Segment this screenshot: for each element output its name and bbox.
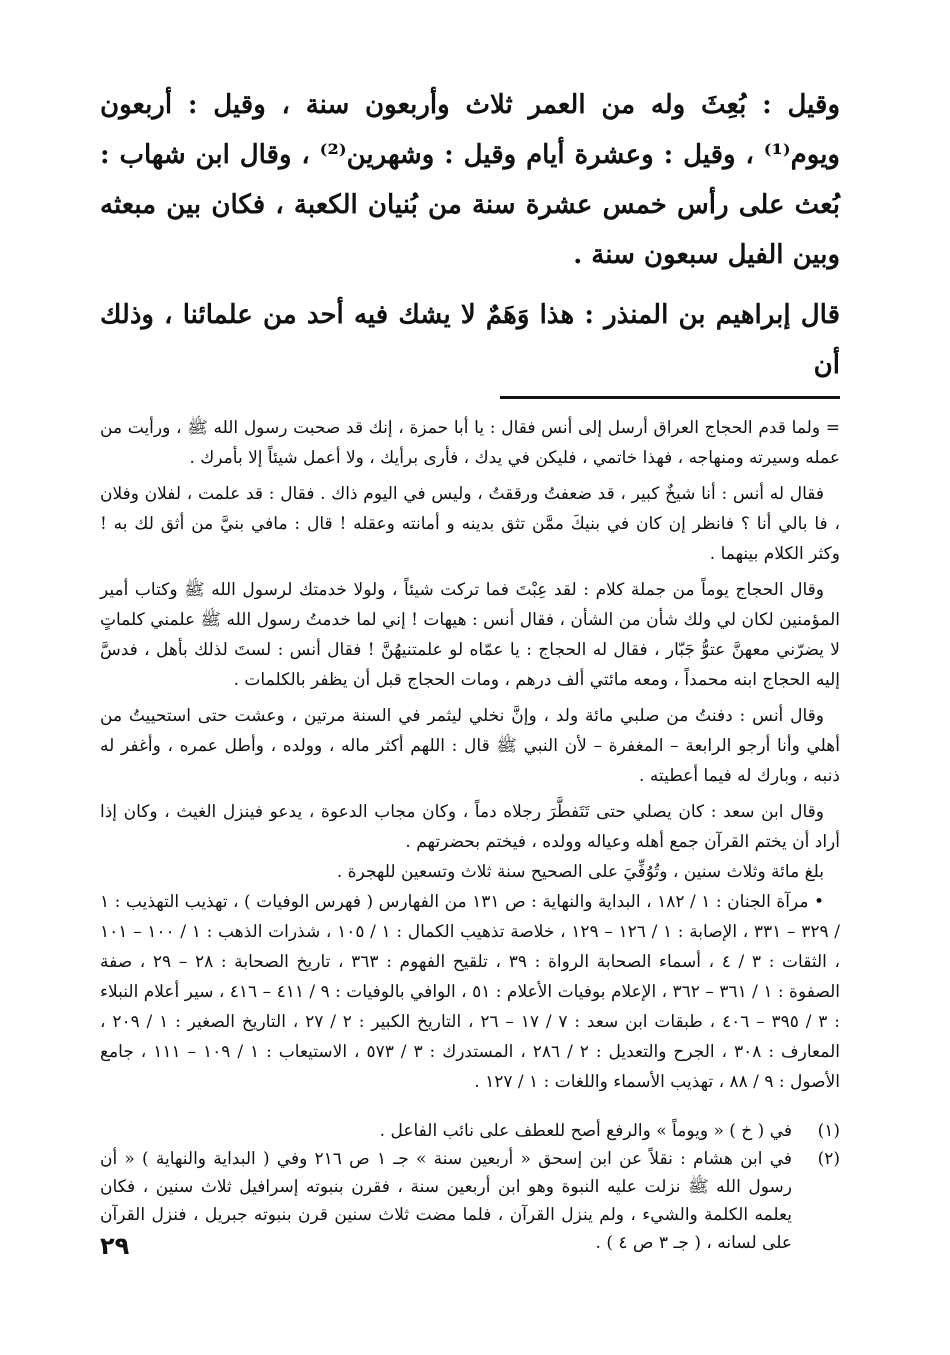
note-paragraph: بلغ مائة وثلاث سنين ، وتُوُفِّيَ على الصحيح سنة ثلاث وتسعين للهجرة . <box>336 862 824 882</box>
note-paragraph: فقال له أنس : أنا شيخٌ كبير ، قد ضعفتُ ورققتُ ، وليس في اليوم ذاك . فقال : قد علمت ، لفلان وفلان ، فا بالي أنا ؟ فانظر إن كان في بنيكَ ممَّن تثق بدينه و أمانته وعقله ! قال : مافي بنيَّ من أثق لك به ! وكثر الكلام بينهما . <box>100 484 840 564</box>
main-text <box>100 80 840 390</box>
note-paragraph: وقال أنس : دفنتُ من صلبي مائة ولد ، وإنَّ نخلي ليثمر في السنة مرتين ، وعشت حتى استحييتُ من أهلي وأنا أرجو الرابعة – المغفرة – لأن النبي ﷺ قال : اللهم أكثر ماله ، وولده ، وأطل عمره ، وأغفر له ذنبه ، وبارك له فيما أعطيته . <box>100 706 840 786</box>
footnote-text: في ابن هشام : نقلاً عن ابن إسحق « أربعين سنة » جـ ١ ص ٢١٦ وفي ( البداية والنهاية ) « أن رسول الله ﷺ نزلت عليه النبوة وهو ابن أربعين سنة ، فقرن بنبوته إسرافيل ثلاث سنين ، فكان يعلمه الكلمة والشيء ، ولم ينزل القرآن ، فلما مضت ثلاث سنين قرن بنبوته جبريل ، فنزل القرآن على لسانه ، ( جـ ٣ ص ٤ ) . <box>100 1149 792 1253</box>
footnote <box>100 1117 840 1145</box>
footnote <box>100 1145 840 1257</box>
note-paragraph: = ولما قدم الحجاج العراق أرسل إلى أنس فقال : يا أبا حمزة ، إنك قد صحبت رسول الله ﷺ ، ورأيت من عمله وسيرته ومنهاجه ، فهذا خاتمي ، فليكن في يدك ، فأرى برأيك ، ولا أعمل شيئاً إلا بأمرك . <box>100 418 840 468</box>
main-paragraph-2: قال إبراهيم بن المنذر : هذا وَهَمٌ لا يشك فيه أحد من علمائنا ، وذلك أن <box>100 300 840 380</box>
biography-notes <box>100 413 840 1097</box>
main-paragraph-1: وقيل : بُعِثَ وله من العمر ثلاث وأربعون سنة ، وقيل : أربعون ويوم⁽¹⁾ ، وقيل : وعشرة أيام وقيل : وشهرين⁽²⁾ ، وقال ابن شهاب : بُعث على رأس خمس عشرة سنة من بُنيان الكعبة ، فكان بين مبعثه وبين الفيل سبعون سنة . <box>100 90 840 270</box>
footnote-number: (٢) <box>817 1149 840 1169</box>
footnote-number: (١) <box>817 1121 840 1141</box>
note-paragraph: وقال الحجاج يوماً من جملة كلام : لقد عِبْتَ فما تركت شيئاً ، ولولا خدمتك لرسول الله ﷺ وكتاب أمير المؤمنين لكان لي ولك شأن من الشأن ، فقال أنس : هيهات ! إني لما خدمتُ رسول الله ﷺ علمني كلماتٍ لا يضرّني معهنَّ عتوُّ جَبّار ، فقال له الحجاج : يا عمّاه لو علمتنيهُنَّ ! فقال أنس : لستَ لذلك بأهل ، فدسَّ إليه الحجاج ابنه محمداً ، ومعه مائتي ألف درهم ، ومات الحجاج قبل أن يظفر بالكلمات . <box>100 580 840 690</box>
note-paragraph: وقال ابن سعد : كان يصلي حتى تَتَفطَّرَ رجلاه دماً ، وكان مجاب الدعوة ، يدعو فينزل الغيث ، وكان إذا أراد أن يختم القرآن جمع أهله وعياله وولده ، فيختم بحضرتهم . <box>100 802 840 852</box>
footnote-text: في ( خ ) « ويوماً » والرفع أصح للعطف على نائب الفاعل . <box>379 1121 792 1141</box>
separator-rule <box>500 396 840 399</box>
sources-list: • مرآة الجنان : ١ / ١٨٢ ، البداية والنهاية : ص ١٣١ من الفهارس ( فهرس الوفيات ) ، تهذيب التهذيب : ١ / ٣٢٩ – ٣٣١ ، الإصابة : ١ / ١٢٦ – ١٢٩ ، خلاصة تذهيب الكمال : ١ / ١٠٥ ، شذرات الذهب : ١ / ١٠٠ – ١٠١ ، الثقات : ٣ / ٤ ، أسماء الصحابة الرواة : ٣٩ ، تلقيح الفهوم : ٣٦٣ ، تاريخ الصحابة : ٢٨ – ٢٩ ، صفة الصفوة : ١ / ٣٦١ – ٣٦٢ ، الإعلام بوفيات الأعلام : ٥١ ، الوافي بالوفيات : ٩ / ٤١١ – ٤١٦ ، سير أعلام النبلاء : ٣ / ٣٩٥ – ٤٠٦ ، طبقات ابن سعد : ٧ / ١٧ – ٢٦ ، التاريخ الكبير : ٢ / ٢٧ ، التاريخ الصغير : ١ / ٢٠٩ ، المعارف : ٣٠٨ ، الجرح والتعديل : ٢ / ٢٨٦ ، المستدرك : ٣ / ٥٧٣ ، الاستيعاب : ١ / ١٠٩ – ١١١ ، جامع الأصول : ٩ / ٨٨ ، تهذيب الأسماء واللغات : ١ / ١٢٧ . <box>100 892 840 1092</box>
book-page <box>100 80 840 1257</box>
footnotes <box>100 1117 840 1257</box>
page-number: ٢٩ <box>100 1232 130 1260</box>
